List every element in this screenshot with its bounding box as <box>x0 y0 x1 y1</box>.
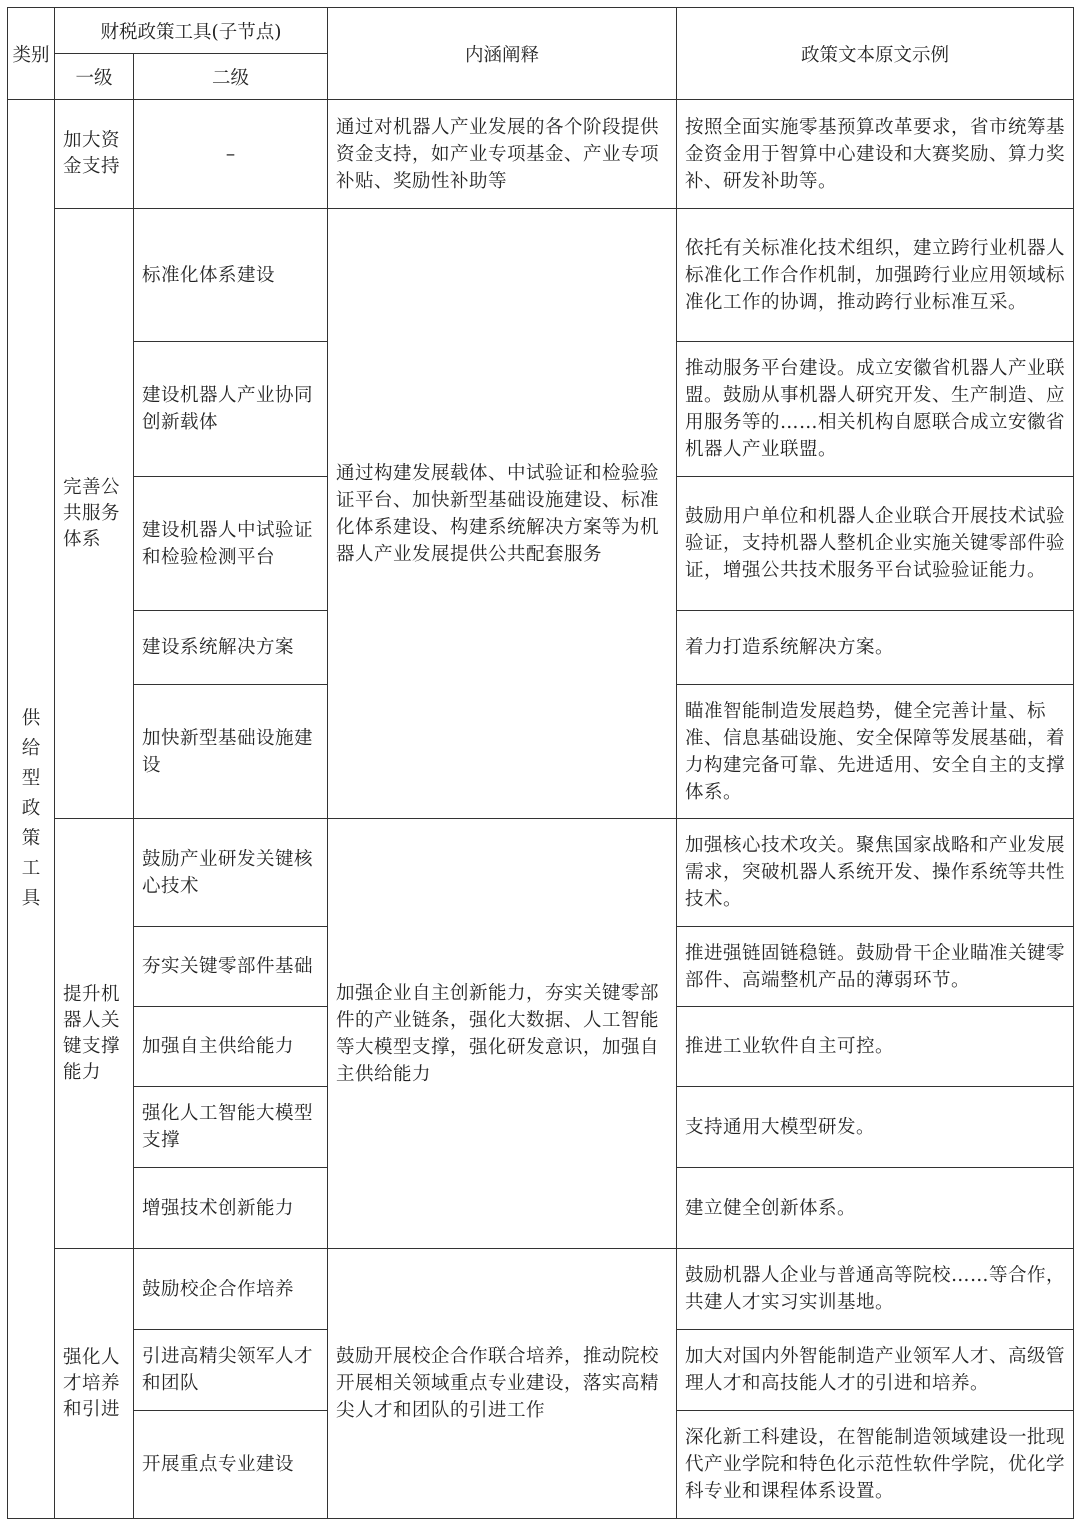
level1-cell: 完善公共服务体系 <box>55 209 134 819</box>
level2-cell: – <box>134 100 328 209</box>
level2-cell: 引进高精尖领军人才和团队 <box>134 1330 328 1411</box>
level2-cell: 鼓励产业研发关键核心技术 <box>134 819 328 927</box>
example-cell: 深化新工科建设，在智能制造领域建设一批现代产业学院和特色化示范性软件学院，优化学科专业和课程体系设置。 <box>677 1411 1074 1519</box>
category-char: 政 <box>21 798 41 819</box>
example-cell: 推进工业软件自主可控。 <box>677 1007 1074 1087</box>
header-meaning: 内涵阐释 <box>328 8 677 100</box>
level2-cell: 夯实关键零部件基础 <box>134 927 328 1007</box>
level2-cell: 建设机器人产业协同创新载体 <box>134 342 328 477</box>
example-cell: 建立健全创新体系。 <box>677 1168 1074 1249</box>
header-example: 政策文本原文示例 <box>677 8 1074 100</box>
example-cell: 加强核心技术攻关。聚焦国家战略和产业发展需求，突破机器人系统开发、操作系统等共性技术。 <box>677 819 1074 927</box>
example-cell: 推进强链固链稳链。鼓励骨干企业瞄准关键零部件、高端整机产品的薄弱环节。 <box>677 927 1074 1007</box>
level2-cell: 鼓励校企合作培养 <box>134 1249 328 1330</box>
level2-cell: 标准化体系建设 <box>134 209 328 342</box>
example-cell: 鼓励用户单位和机器人企业联合开展技术试验验证，支持机器人整机企业实施关键零部件验证，增强公共技术服务平台试验验证能力。 <box>677 477 1074 611</box>
example-cell: 支持通用大模型研发。 <box>677 1087 1074 1168</box>
example-cell: 推动服务平台建设。成立安徽省机器人产业联盟。鼓励从事机器人研究开发、生产制造、应用服务等的……相关机构自愿联合成立安徽省机器人产业联盟。 <box>677 342 1074 477</box>
example-cell: 加大对国内外智能制造产业领军人才、高级管理人才和高技能人才的引进和培养。 <box>677 1330 1074 1411</box>
category-cell <box>8 100 55 1519</box>
category-char: 型 <box>21 768 41 789</box>
header-tool-group: 财税政策工具(子节点) <box>55 8 328 54</box>
example-cell: 着力打造系统解决方案。 <box>677 611 1074 685</box>
category-char: 具 <box>21 888 41 909</box>
header-level1: 一级 <box>55 54 134 100</box>
header-level2: 二级 <box>134 54 328 100</box>
level2-cell: 开展重点专业建设 <box>134 1411 328 1519</box>
level2-cell: 加强自主供给能力 <box>134 1007 328 1087</box>
meaning-cell: 通过对机器人产业发展的各个阶段提供资金支持，如产业专项基金、产业专项补贴、奖励性补助等 <box>328 100 677 209</box>
example-cell: 瞄准智能制造发展趋势，健全完善计量、标准、信息基础设施、安全保障等发展基础，着力构建完备可靠、先进适用、安全自主的支撑体系。 <box>677 685 1074 819</box>
level1-cell: 强化人才培养和引进 <box>55 1249 134 1519</box>
level2-cell: 加快新型基础设施建设 <box>134 685 328 819</box>
meaning-cell: 鼓励开展校企合作联合培养，推动院校开展相关领域重点专业建设，落实高精尖人才和团队的引进工作 <box>328 1249 677 1519</box>
header-category: 类别 <box>8 8 55 100</box>
level2-cell: 建设系统解决方案 <box>134 611 328 685</box>
example-cell: 按照全面实施零基预算改革要求，省市统筹基金资金用于智算中心建设和大赛奖励、算力奖补、研发补助等。 <box>677 100 1074 209</box>
example-cell: 鼓励机器人企业与普通高等院校……等合作，共建人才实习实训基地。 <box>677 1249 1074 1330</box>
meaning-cell: 通过构建发展载体、中试验证和检验验证平台、加快新型基础设施建设、标准化体系建设、构建系统解决方案等为机器人产业发展提供公共配套服务 <box>328 209 677 819</box>
policy-tools-table <box>7 7 1074 1519</box>
category-char: 策 <box>21 828 41 849</box>
level1-cell: 加大资金支持 <box>55 100 134 209</box>
category-char: 供 <box>21 708 41 729</box>
category-char: 工 <box>21 858 41 879</box>
category-char: 给 <box>21 738 41 759</box>
example-cell: 依托有关标准化技术组织，建立跨行业机器人标准化工作合作机制，加强跨行业应用领域标准化工作的协调，推动跨行业标准互采。 <box>677 209 1074 342</box>
level2-cell: 增强技术创新能力 <box>134 1168 328 1249</box>
level1-cell: 提升机器人关键支撑能力 <box>55 819 134 1249</box>
level2-cell: 建设机器人中试验证和检验检测平台 <box>134 477 328 611</box>
level2-cell: 强化人工智能大模型支撑 <box>134 1087 328 1168</box>
meaning-cell: 加强企业自主创新能力，夯实关键零部件的产业链条，强化大数据、人工智能等大模型支撑，强化研发意识，加强自主供给能力 <box>328 819 677 1249</box>
